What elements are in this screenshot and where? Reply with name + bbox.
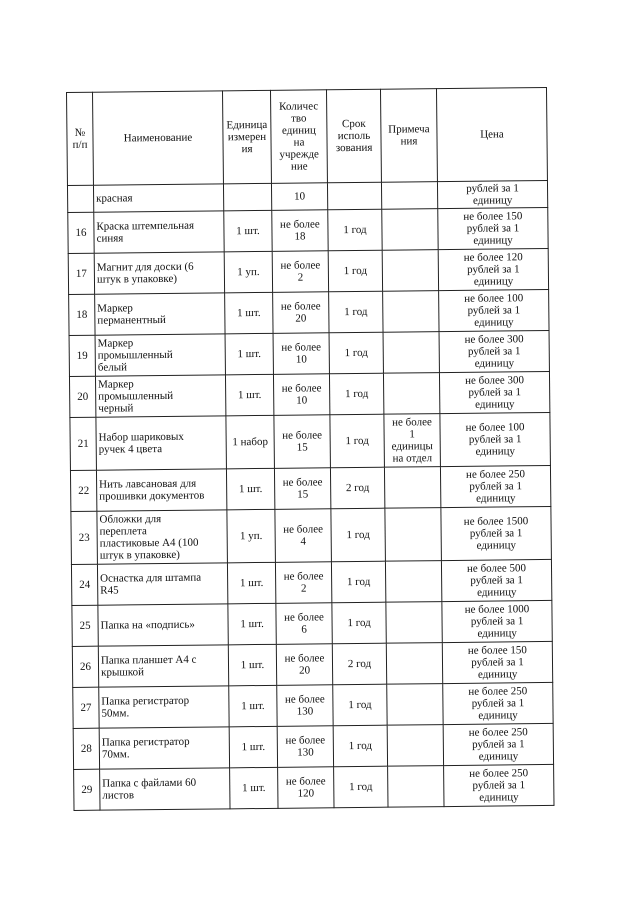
cell-name-text: Оснастка для штампа R45 xyxy=(100,571,202,597)
cell-name xyxy=(94,252,224,294)
cell-name-text: Краска штемпельная синяя xyxy=(96,219,195,245)
cell-quantity-text: не более 15 xyxy=(282,476,323,501)
cell-note-text xyxy=(389,704,440,705)
cell-name-text: Обложки для переплета пластиковые А4 (100 штук в упаковке) xyxy=(99,513,199,562)
cell-name-text: Папка с файлами 60 листов xyxy=(102,776,197,802)
cell-quantity xyxy=(275,562,331,604)
cell-unit-text: 1 уп. xyxy=(239,529,263,543)
cell-term xyxy=(328,209,382,251)
cell-note-text xyxy=(386,352,437,353)
header-unit: Единица измерен ия xyxy=(222,90,271,183)
table-row xyxy=(68,207,548,253)
cell-note xyxy=(381,182,437,210)
cell-note-text xyxy=(390,786,441,787)
cell-number xyxy=(68,253,94,294)
cell-name xyxy=(97,563,227,605)
cell-number-text: 18 xyxy=(76,308,88,321)
cell-name xyxy=(98,645,228,687)
cell-number-text: 20 xyxy=(77,390,89,403)
cell-price-text: не более 150 рублей за 1 единицу xyxy=(467,644,527,681)
cell-price-text: не более 100 рублей за 1 единицу xyxy=(464,292,524,329)
cell-quantity xyxy=(275,509,332,563)
cell-note-text xyxy=(389,663,440,664)
table-row xyxy=(72,600,552,646)
header-price: Цена xyxy=(436,87,547,181)
cell-quantity xyxy=(274,415,331,469)
cell-price xyxy=(442,641,552,683)
cell-name xyxy=(95,293,225,335)
cell-quantity-text: не более 120 xyxy=(285,775,326,800)
cell-number-text: 23 xyxy=(78,531,90,544)
header-name: Наименование xyxy=(93,91,224,185)
table-row xyxy=(72,641,552,687)
cell-note-text xyxy=(384,195,435,196)
cell-note xyxy=(383,291,439,333)
cell-note xyxy=(383,332,439,374)
cell-name-text: Маркер промышленный белый xyxy=(97,337,173,374)
cell-note xyxy=(385,508,442,562)
cell-number xyxy=(73,687,99,728)
cell-term xyxy=(330,467,384,509)
table-row xyxy=(71,559,551,605)
cell-price xyxy=(442,600,552,642)
cell-price-text: не более 150 рублей за 1 единицу xyxy=(463,210,523,247)
cell-number-text: 16 xyxy=(75,226,87,239)
cell-name-text: Папка планшет А4 с крышкой xyxy=(100,653,197,679)
cell-price-text: не более 250 рублей за 1 единицу xyxy=(468,726,528,763)
cell-price-text: не более 1500 рублей за 1 единицу xyxy=(463,515,529,552)
cell-price xyxy=(439,330,549,372)
cell-quantity-text: не более 2 xyxy=(280,259,321,284)
cell-name xyxy=(99,727,229,769)
table-row xyxy=(69,371,549,417)
cell-unit-text: 1 шт. xyxy=(239,576,264,590)
cell-quantity xyxy=(271,183,327,211)
table-row xyxy=(73,723,553,769)
cell-term xyxy=(331,508,386,562)
cell-quantity-text: 10 xyxy=(294,190,306,203)
cell-unit xyxy=(227,562,275,604)
table-header-row xyxy=(67,87,548,185)
cell-number xyxy=(70,470,96,511)
cell-name-text: Маркер промышленный черный xyxy=(98,378,174,415)
cell-term xyxy=(330,414,385,468)
cell-number xyxy=(71,511,98,564)
cell-name-text: Папка на «подпись» xyxy=(100,618,195,632)
cell-unit-text: 1 шт. xyxy=(240,658,265,672)
cell-term xyxy=(333,725,387,767)
cell-unit xyxy=(224,210,272,252)
cell-price-text: не более 500 рублей за 1 единицу xyxy=(466,562,527,599)
cell-note-text xyxy=(387,487,438,488)
cell-price xyxy=(441,506,552,560)
cell-price xyxy=(443,682,553,724)
cell-unit-text: 1 шт. xyxy=(240,617,264,631)
cell-unit xyxy=(230,767,278,809)
cell-price xyxy=(439,371,549,413)
table-row xyxy=(69,330,549,376)
cell-unit xyxy=(225,333,273,375)
cell-number-text: 22 xyxy=(78,484,90,497)
cell-unit-text: 1 шт. xyxy=(237,388,262,402)
cell-unit-text: 1 шт. xyxy=(242,781,266,795)
cell-price-text: не более 250 рублей за 1 единицу xyxy=(465,468,526,505)
cell-name xyxy=(99,686,229,728)
cell-unit xyxy=(226,415,275,468)
cell-unit xyxy=(229,685,277,727)
cell-quantity xyxy=(272,251,328,293)
cell-number xyxy=(69,294,95,335)
cell-term xyxy=(329,332,383,374)
table-row xyxy=(68,248,548,294)
header-term: Срок исполь зования xyxy=(326,89,381,183)
cell-unit-text: 1 набор xyxy=(232,435,269,449)
table-row xyxy=(69,289,549,335)
cell-quantity-text: не более 20 xyxy=(280,300,321,325)
cell-quantity xyxy=(273,292,329,334)
header-note: Примеча ния xyxy=(380,89,437,183)
cell-quantity-text: не более 2 xyxy=(283,570,324,595)
cell-quantity xyxy=(272,210,328,252)
cell-term xyxy=(332,643,386,685)
cell-note xyxy=(388,766,444,808)
cell-note-text xyxy=(386,393,437,394)
cell-note xyxy=(387,684,443,726)
cell-term-text: 1 год xyxy=(343,223,367,237)
cell-term-text: 1 год xyxy=(344,346,368,360)
cell-quantity xyxy=(278,767,334,809)
cell-quantity-text: не более 15 xyxy=(282,429,323,454)
cell-name-text: Папка регистратор 70мм. xyxy=(101,735,190,761)
table-row xyxy=(70,465,550,511)
cell-number xyxy=(71,564,97,605)
cell-note-text: не более 1 единицы на отдел xyxy=(391,416,433,465)
cell-number xyxy=(68,212,94,253)
cell-price xyxy=(440,412,551,466)
cell-note-text xyxy=(388,534,439,535)
cell-price-text: не более 300 рублей за 1 единицу xyxy=(464,333,524,370)
cell-quantity-text: не более 20 xyxy=(284,652,325,677)
cell-note-text xyxy=(389,622,440,623)
cell-name xyxy=(95,334,225,376)
cell-term xyxy=(333,684,387,726)
table-row xyxy=(74,764,554,810)
cell-term-text: 1 год xyxy=(343,264,368,278)
cell-term-text: 1 год xyxy=(349,780,373,794)
cell-price-text: не более 100 рублей за 1 единицу xyxy=(465,421,525,458)
cell-number xyxy=(73,728,99,769)
cell-quantity-text: не более 130 xyxy=(285,734,326,759)
cell-quantity xyxy=(274,468,330,510)
cell-term-text: 2 год xyxy=(347,657,372,671)
cell-term-text xyxy=(330,196,379,197)
cell-quantity-text: не более 18 xyxy=(279,218,320,243)
cell-note-text xyxy=(384,229,435,230)
cell-note xyxy=(385,561,441,603)
cell-number xyxy=(67,185,93,212)
cell-term xyxy=(334,766,388,808)
cell-note xyxy=(384,467,440,509)
cell-unit-text: 1 шт. xyxy=(238,482,263,496)
cell-unit xyxy=(228,644,276,686)
cell-unit-text: 1 уп. xyxy=(237,265,260,279)
cell-term-text: 1 год xyxy=(344,305,368,319)
header-quantity: Количес тво единиц на учрежде ние xyxy=(270,90,327,184)
cell-unit xyxy=(225,374,273,416)
cell-unit xyxy=(227,509,276,562)
cell-price-text: не более 120 рублей за 1 единицу xyxy=(463,251,523,288)
cell-unit-text: 1 шт. xyxy=(241,699,265,713)
table-body xyxy=(67,180,554,810)
cell-term xyxy=(331,561,385,603)
cell-name-text: Набор шариковых ручек 4 цвета xyxy=(98,430,184,456)
cell-quantity xyxy=(273,333,329,375)
cell-term-text: 1 год xyxy=(348,698,372,712)
cell-unit-text: 1 шт. xyxy=(237,347,262,361)
cell-term-text: 2 год xyxy=(345,481,370,495)
cell-quantity-text: не более 130 xyxy=(284,693,325,718)
cell-number-text: 19 xyxy=(76,349,88,362)
cell-quantity-text: не более 10 xyxy=(281,341,322,366)
table-row xyxy=(71,506,552,564)
cell-number xyxy=(72,605,98,646)
cell-price-text: не более 300 рублей за 1 единицу xyxy=(464,374,525,411)
cell-note xyxy=(383,373,439,415)
cell-unit xyxy=(228,603,276,645)
cell-term xyxy=(329,291,383,333)
cell-unit-text: 1 шт. xyxy=(241,740,266,754)
cell-note xyxy=(386,602,442,644)
cell-note xyxy=(384,414,441,468)
cell-number-text: 25 xyxy=(79,619,91,632)
cell-term xyxy=(327,182,381,210)
cell-quantity xyxy=(273,374,329,416)
cell-note-text xyxy=(388,581,439,582)
cell-term xyxy=(332,602,386,644)
supplies-table xyxy=(66,87,555,811)
cell-term-text: 1 год xyxy=(347,616,371,630)
header-number: № п/п xyxy=(67,92,94,185)
cell-number xyxy=(69,376,95,417)
cell-number xyxy=(70,417,97,470)
cell-term xyxy=(329,373,383,415)
cell-note xyxy=(386,643,442,685)
cell-unit xyxy=(226,468,274,510)
cell-price xyxy=(441,559,551,601)
cell-price-text: не более 250 рублей за 1 единицу xyxy=(468,685,528,722)
cell-quantity xyxy=(277,726,333,768)
cell-name xyxy=(93,184,223,212)
cell-number-text: 28 xyxy=(80,742,92,755)
cell-price xyxy=(438,207,548,249)
cell-price-text: не более 1000 рублей за 1 единицу xyxy=(464,603,530,640)
cell-price xyxy=(439,289,549,331)
cell-name xyxy=(94,211,224,253)
cell-note xyxy=(387,725,443,767)
cell-name xyxy=(98,604,228,646)
cell-quantity xyxy=(277,685,333,727)
cell-price xyxy=(440,465,550,507)
cell-note xyxy=(382,209,438,251)
cell-quantity xyxy=(276,603,332,645)
cell-unit-text: 1 шт. xyxy=(236,224,260,238)
cell-price xyxy=(437,180,547,208)
cell-unit xyxy=(225,292,273,334)
cell-name-text: Папка регистратор 50мм. xyxy=(101,694,190,720)
cell-unit xyxy=(224,251,272,293)
cell-quantity-text: не более 4 xyxy=(283,523,324,548)
table-row xyxy=(73,682,553,728)
cell-number-text: 29 xyxy=(81,783,93,796)
cell-term-text: 1 год xyxy=(348,739,373,753)
cell-number-text: 17 xyxy=(75,267,87,280)
cell-unit xyxy=(229,726,277,768)
cell-name xyxy=(95,375,225,417)
cell-number xyxy=(69,335,95,376)
cell-name xyxy=(100,768,230,810)
cell-name-text: Нить лавсановая для прошивки документов xyxy=(99,477,205,503)
cell-name xyxy=(97,510,228,564)
cell-term-text: 1 год xyxy=(345,434,369,448)
cell-note-text xyxy=(390,745,441,746)
cell-price xyxy=(444,764,554,806)
cell-name-text: красная xyxy=(96,192,133,205)
cell-term-text: 1 год xyxy=(346,575,371,589)
cell-number xyxy=(72,646,98,687)
cell-number-text: 26 xyxy=(79,660,92,673)
cell-name-text: Маркер перманентный xyxy=(97,302,166,327)
cell-name xyxy=(96,416,227,470)
cell-price xyxy=(438,248,548,290)
cell-number-text: 27 xyxy=(80,701,92,714)
cell-quantity-text: не более 6 xyxy=(284,611,324,636)
table-row xyxy=(70,412,551,470)
cell-term-text: 1 год xyxy=(344,387,369,401)
cell-unit xyxy=(223,183,271,211)
cell-number-text: 21 xyxy=(77,437,89,450)
cell-quantity xyxy=(276,644,332,686)
cell-price xyxy=(443,723,553,765)
cell-term-text: 1 год xyxy=(346,528,370,542)
cell-unit-text: 1 шт. xyxy=(237,306,261,320)
cell-name xyxy=(96,469,226,511)
cell-price-text: рублей за 1 единицу xyxy=(466,182,519,207)
cell-number xyxy=(74,769,100,810)
cell-number-text: 24 xyxy=(79,578,91,591)
cell-name-text: Магнит для доски (6 штук в упаковке) xyxy=(96,260,194,286)
cell-note-text xyxy=(385,311,436,312)
cell-note-text xyxy=(385,270,436,271)
cell-term xyxy=(328,250,382,292)
cell-quantity-text: не более 10 xyxy=(281,382,322,407)
cell-note xyxy=(382,250,438,292)
cell-price-text: не более 250 рублей за 1 единицу xyxy=(469,767,529,804)
